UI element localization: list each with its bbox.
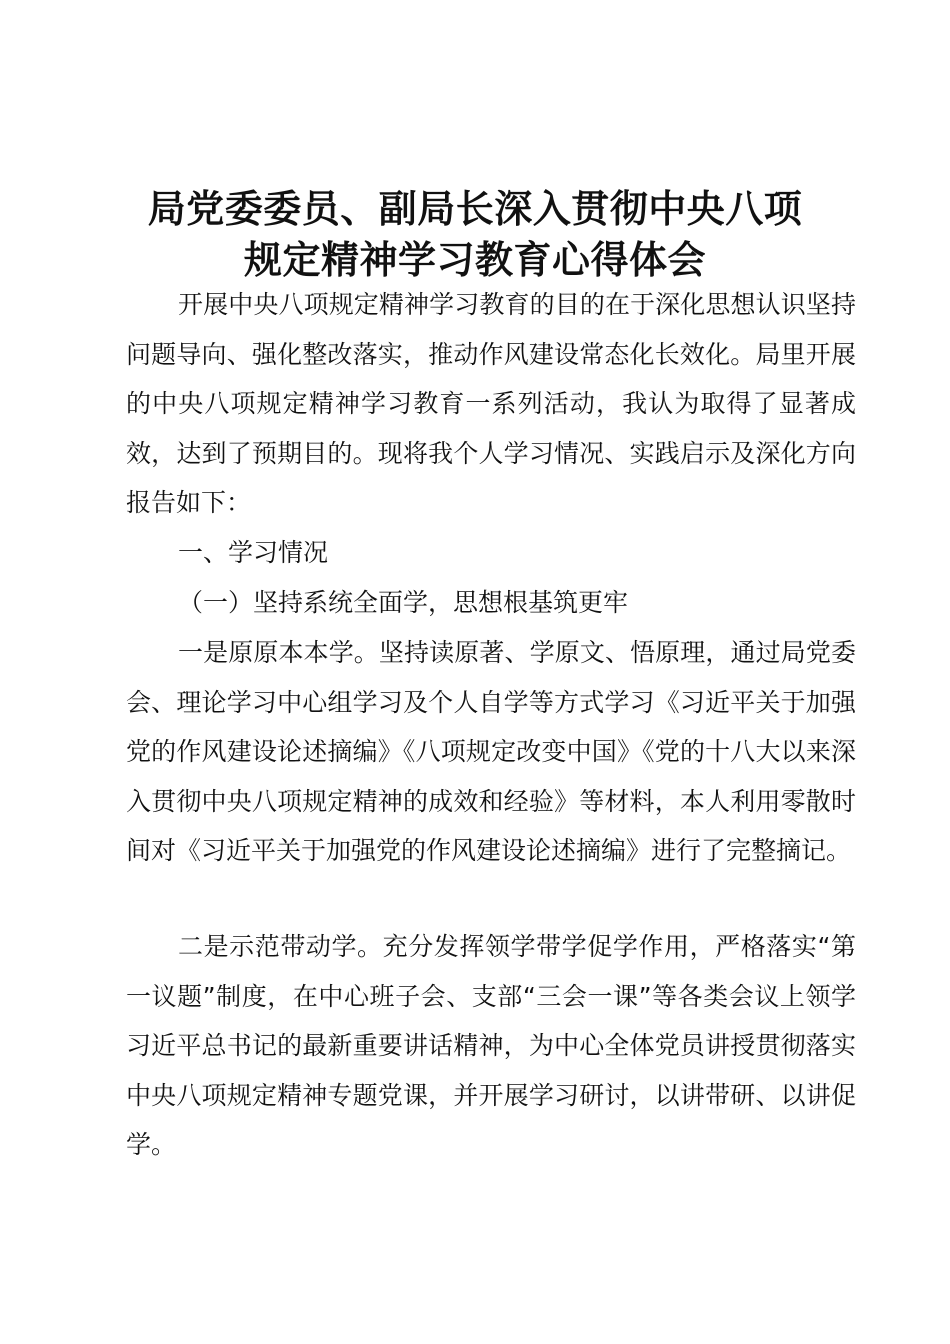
body-paragraph-1: 一是原原本本学。坚持读原著、学原文、悟原理，通过局党委会、理论学习中心组学习及个人自学等方式学习《习近平关于加强党的作风建设论述摘编》《八项规定改变中国》《党的十八大以来深入贯彻中央八项规定精神的成效和经验》等材料，本人利用零散时间对《习近平关于加强党的作风建设论述摘编》进行了完整摘记。 bbox=[126, 638, 856, 865]
subsection-heading: （一）坚持系统全面学，思想根基筑更牢 bbox=[178, 588, 629, 617]
document-title-line-2: 规定精神学习教育心得体会 bbox=[243, 238, 706, 282]
intro-paragraph: 开展中央八项规定精神学习教育的目的在于深化思想认识坚持问题导向、强化整改落实，推动作风建设常态化长效化。局里开展的中央八项规定精神学习教育一系列活动，我认为取得了显著成效，达到了预期目的。现将我个人学习情况、实践启示及深化方向报告如下： bbox=[126, 290, 856, 517]
section-heading: 一、学习情况 bbox=[178, 538, 329, 567]
document-title-line-1: 局党委委员、副局长深入贯彻中央八项 bbox=[147, 187, 803, 231]
body-paragraph-2: 二是示范带动学。充分发挥领学带学促学作用，严格落实“第一议题”制度，在中心班子会、支部“三会一课”等各类会议上领学习近平总书记的最新重要讲话精神，为中心全体党员讲授贯彻落实中央八项规定精神专题党课，并开展学习研讨，以讲带研、以讲促学。 bbox=[126, 932, 856, 1159]
